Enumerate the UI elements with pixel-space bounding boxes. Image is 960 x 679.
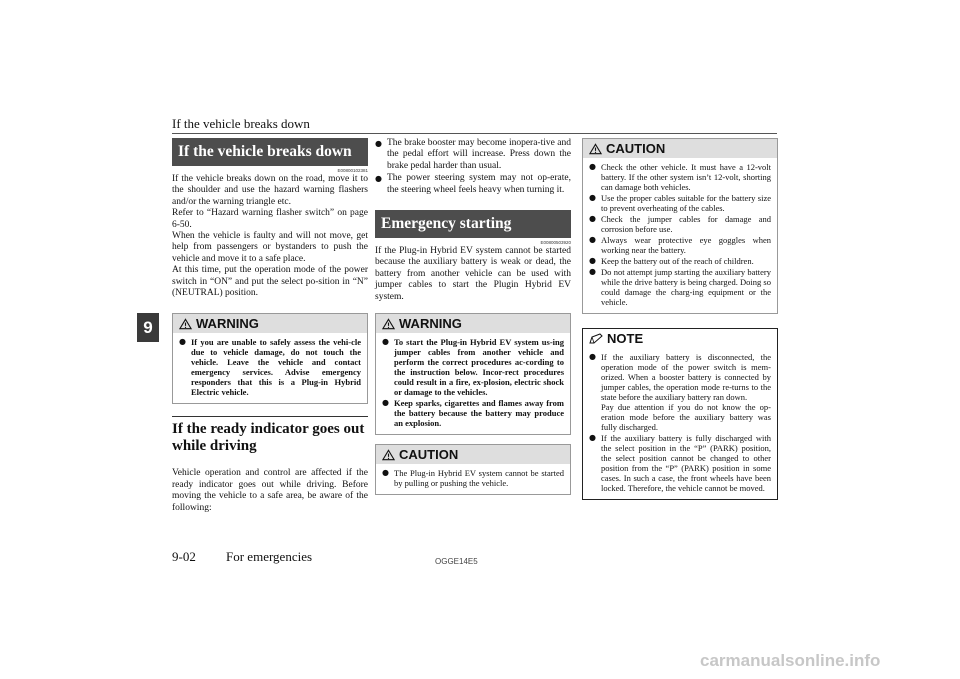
warning-header <box>376 314 570 333</box>
warning-body <box>376 333 570 434</box>
section-title-ready-indicator: If the ready indicator goes out while driving <box>172 416 368 455</box>
caution-body <box>376 464 570 494</box>
section-code: E00800503920 <box>540 240 571 246</box>
list-item <box>589 352 771 432</box>
note-label: NOTE <box>607 331 644 346</box>
warning-label: WARNING <box>196 316 259 332</box>
caution-label: CAUTION <box>399 447 459 463</box>
note-text: If the auxiliary battery is disconnected, the operation mode of the power switch is mem-orized. When a booster battery is connected by jumper cables, the operation mode re-turns to the state before the auxiliary battery ran down. <box>601 352 771 402</box>
bullet-icon: ● <box>589 256 596 265</box>
breakdown-body <box>172 174 368 299</box>
note-text: Pay due attention if you do not know the op-eration mode before the auxiliary battery was fully discharged. <box>601 402 771 432</box>
bullet-icon: ● <box>375 139 382 148</box>
bullet-icon: ● <box>382 337 389 347</box>
watermark: carmanualsonline.info <box>700 651 881 670</box>
list-item: ● If the auxiliary battery is fully discharged with the select position in the “P” (PARK) position, the select position cannot be changed to other position from the “P” (PARK) position in some cases. In such a case, the front wheels have been locked. Therefore, the vehicle cannot be moved. <box>589 433 771 493</box>
bullet-icon: ● <box>382 398 389 408</box>
caution-label: CAUTION <box>606 141 666 156</box>
bullet-icon: ● <box>382 468 389 478</box>
paragraph: At this time, put the operation mode of the power switch in “ON” and put the select po-sition in “N” (NEUTRAL) position. <box>172 265 368 299</box>
caution-header <box>376 445 570 464</box>
caution-box <box>375 444 571 495</box>
list-item: ● Check the other vehicle. It must have a 12-volt battery. If the other system isn’t 12-volt, shorting can damage both vehicles. <box>589 162 771 192</box>
bullet-icon: ● <box>589 352 596 361</box>
paragraph: If the vehicle breaks down on the road, move it to the shoulder and use the hazard warning flashers and/or the warning triangle etc. <box>172 174 368 207</box>
section-banner-breakdown: If the vehicle breaks down <box>172 138 368 166</box>
note-header <box>583 329 777 348</box>
warning-box <box>172 313 368 404</box>
paragraph: Refer to “Hazard warning flasher switch” on page 6-50. <box>172 208 368 230</box>
list-item: ● The brake booster may become inopera-tive and the pedal effort will increase. Press down the brake pedal harder than usual. <box>375 138 571 171</box>
document-code: OGGE14E5 <box>435 557 478 566</box>
list-item: ● The Plug-in Hybrid EV system cannot be started by pulling or pushing the vehicle. <box>382 468 564 489</box>
pencil-note-icon <box>589 333 603 345</box>
list-item: ● Always wear protective eye goggles when working near the battery. <box>589 235 771 255</box>
warning-triangle-icon <box>179 318 192 330</box>
list-item: ● Keep the battery out of the reach of children. <box>589 256 754 266</box>
bullet-icon: ● <box>589 162 596 171</box>
note-box <box>582 328 778 500</box>
column-1 <box>172 138 368 514</box>
page-number: 9-02 <box>172 549 196 564</box>
column-2 <box>375 138 571 495</box>
warning-label: WARNING <box>399 316 462 332</box>
bullet-icon: ● <box>179 337 186 347</box>
running-header: If the vehicle breaks down <box>172 116 310 131</box>
chapter-tab: 9 <box>137 313 159 342</box>
list-item: ● Do not attempt jump starting the auxiliary battery while the drive battery is being charged. Doing so could damage the charg-ing equipment or the vehicle. <box>589 267 771 307</box>
list-item: ● To start the Plug-in Hybrid EV system us-ing jumper cables from another vehicle and perform the correct procedures ac-cording to the instruction below. Incor-rect procedures could result in a fire, ex-plosion, electric shock or damage to the vehicles. <box>382 337 564 398</box>
warning-header <box>173 314 367 333</box>
paragraph: When the vehicle is faulty and will not move, get help from passengers or bystanders to push the vehicle and move it to a safe place. <box>172 231 368 264</box>
bullet-icon: ● <box>589 193 596 202</box>
list-item: ● Use the proper cables suitable for the battery size to prevent overheating of the cables. <box>589 193 771 213</box>
bullet-icon: ● <box>589 214 596 223</box>
list-item: ● Check the jumper cables for damage and corrosion before use. <box>589 214 771 234</box>
bullet-icon: ● <box>589 235 596 244</box>
bullet-icon: ● <box>589 267 596 276</box>
caution-triangle-icon <box>382 449 395 461</box>
list-item: ● Keep sparks, cigarettes and flames away from the battery because the battery may produce an explosion. <box>382 398 564 429</box>
caution-body <box>583 158 777 313</box>
warning-body <box>173 333 367 403</box>
emergency-starting-body: If the Plug-in Hybrid EV system cannot be started because the auxiliary battery is weak or dead, the battery from another vehicle can be used with jumper cables to start the Plugin Hybrid EV system. <box>375 246 571 302</box>
section-code: E00800102381 <box>337 168 368 173</box>
caution-box <box>582 138 778 314</box>
section-banner-emergency-starting: Emergency starting <box>375 210 571 238</box>
bullet-icon: ● <box>589 433 596 442</box>
list-item: ● The power steering system may not op-erate, the steering wheel feels heavy when turning it. <box>375 173 571 195</box>
header-rule <box>172 133 777 134</box>
caution-triangle-icon <box>589 143 602 155</box>
caution-header <box>583 139 777 158</box>
column-3 <box>582 138 778 500</box>
brake-steering-list <box>375 138 571 196</box>
footer-section: For emergencies <box>226 549 313 564</box>
ready-indicator-body: Vehicle operation and control are affected if the ready indicator goes out while driving. Before moving the vehicle to a safe area, be aware of the following: <box>172 468 368 513</box>
note-body <box>583 348 777 499</box>
bullet-icon: ● <box>375 174 382 184</box>
warning-triangle-icon <box>382 318 395 330</box>
warning-box <box>375 313 571 435</box>
list-item: ● If you are unable to safely assess the vehi-cle due to vehicle damage, do not touch the vehicle. Leave the vehicle and contact emergency services. Advise emergency responders that this is a Plug-in Hybrid Electric vehicle. <box>179 337 361 398</box>
